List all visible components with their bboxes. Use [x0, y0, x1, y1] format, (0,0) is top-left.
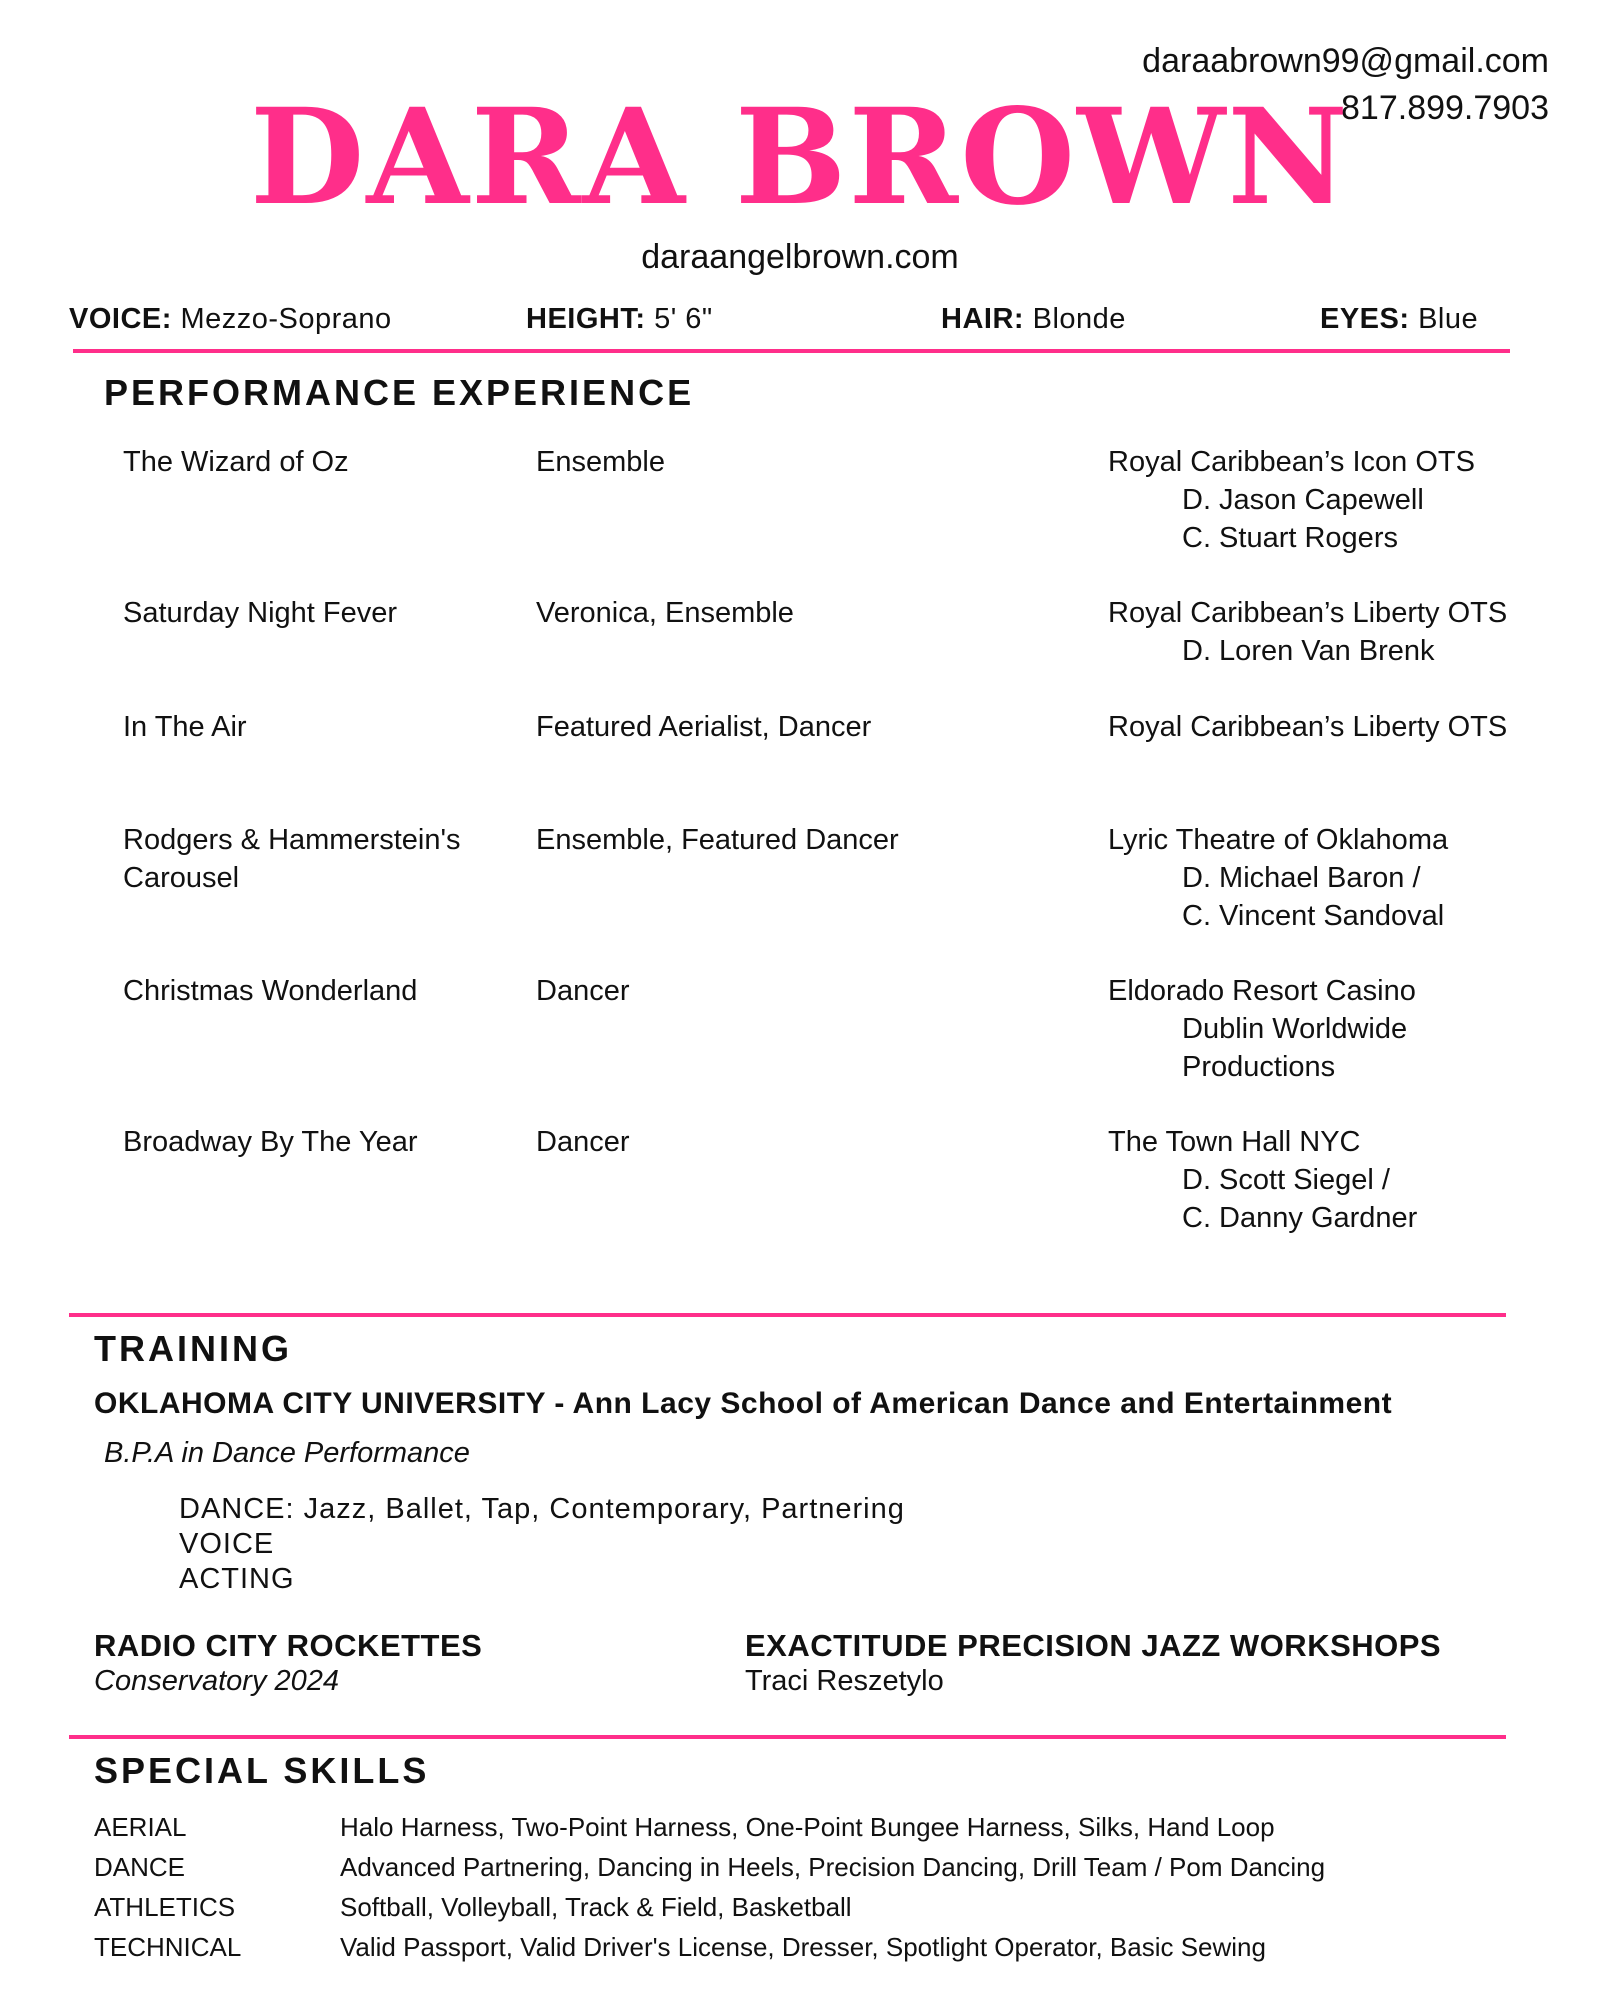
- skill-items: Advanced Partnering, Dancing in Heels, Precision Dancing, Drill Team / Pom Dancing: [340, 1852, 1326, 1882]
- skill-items: Valid Passport, Valid Driver's License, Dresser, Spotlight Operator, Basic Sewing: [340, 1932, 1266, 1962]
- role: Featured Aerialist, Dancer: [536, 711, 872, 743]
- credit-line: Productions: [1182, 1051, 1336, 1083]
- show-title: [123, 443, 349, 481]
- show-title: [123, 708, 247, 746]
- credit-line: D. Jason Capewell: [1182, 484, 1424, 516]
- contact-phone[interactable]: 817.899.7903: [1341, 89, 1549, 127]
- stat-eyes: [1320, 303, 1478, 336]
- stat-hair: [941, 303, 1126, 336]
- venue: The Town Hall NYC: [1108, 1126, 1361, 1158]
- credit-line: C. Danny Gardner: [1182, 1202, 1418, 1234]
- skill-category: TECHNICAL: [94, 1932, 242, 1962]
- role: Veronica, Ensemble: [536, 597, 794, 629]
- credits: [1182, 481, 1424, 557]
- training-area: ACTING: [179, 1563, 295, 1595]
- show-title-line: The Wizard of Oz: [123, 446, 349, 478]
- stat-label: HEIGHT:: [526, 303, 646, 335]
- role: Dancer: [536, 1126, 630, 1158]
- skill-category: ATHLETICS: [94, 1892, 236, 1922]
- section-title-performance: PERFORMANCE EXPERIENCE: [104, 372, 695, 413]
- skill-category: AERIAL: [94, 1812, 187, 1842]
- training-area: VOICE: [179, 1528, 275, 1560]
- show-title: [123, 821, 461, 897]
- show-title-line: In The Air: [123, 711, 247, 743]
- skill-items: Halo Harness, Two-Point Harness, One-Point Bungee Harness, Silks, Hand Loop: [340, 1812, 1275, 1842]
- stat-label: EYES:: [1320, 303, 1410, 335]
- training-extra-detail: Traci Reszetylo: [745, 1665, 944, 1697]
- venue: Eldorado Resort Casino: [1108, 975, 1416, 1007]
- training-extra-title: RADIO CITY ROCKETTES: [94, 1628, 483, 1663]
- credit-line: D. Scott Siegel /: [1182, 1164, 1390, 1196]
- credit-line: D. Michael Baron /: [1182, 862, 1421, 894]
- venue: Royal Caribbean’s Liberty OTS: [1108, 711, 1508, 743]
- show-title-line: Carousel: [123, 862, 240, 894]
- stat-label: HAIR:: [941, 303, 1025, 335]
- stat-value: Blue: [1418, 303, 1479, 335]
- credits: [1182, 1161, 1417, 1237]
- credits: [1182, 632, 1435, 670]
- venue: Lyric Theatre of Oklahoma: [1108, 824, 1449, 856]
- training-areas: [179, 1492, 905, 1597]
- training-area: DANCE: Jazz, Ballet, Tap, Contemporary, Partnering: [179, 1493, 905, 1525]
- skill-category: DANCE: [94, 1852, 186, 1882]
- credits: [1182, 1010, 1407, 1086]
- show-title: [123, 1123, 418, 1161]
- role: Ensemble: [536, 446, 665, 478]
- training-extra-detail: Conservatory 2024: [94, 1665, 340, 1697]
- stat-value: Blonde: [1032, 303, 1126, 335]
- show-title-line: Broadway By The Year: [123, 1126, 418, 1158]
- contact-website[interactable]: daraangelbrown.com: [641, 238, 959, 276]
- stat-value: Mezzo-Soprano: [180, 303, 392, 335]
- show-title: [123, 972, 417, 1010]
- training-school: OKLAHOMA CITY UNIVERSITY - Ann Lacy School of American Dance and Entertainment: [94, 1387, 1393, 1420]
- divider: [69, 1313, 1506, 1317]
- credit-line: C. Vincent Sandoval: [1182, 900, 1445, 932]
- show-title-line: Christmas Wonderland: [123, 975, 418, 1007]
- role: Dancer: [536, 975, 630, 1007]
- credit-line: Dublin Worldwide: [1182, 1013, 1408, 1045]
- section-title-skills: SPECIAL SKILLS: [94, 1750, 430, 1791]
- role: Ensemble, Featured Dancer: [536, 824, 899, 856]
- training-degree: B.P.A in Dance Performance: [104, 1437, 470, 1469]
- stat-label: VOICE:: [69, 303, 172, 335]
- stat-height: [526, 303, 713, 336]
- show-title-line: Saturday Night Fever: [123, 597, 398, 629]
- training-extra-title: EXACTITUDE PRECISION JAZZ WORKSHOPS: [745, 1628, 1442, 1663]
- contact-email[interactable]: daraabrown99@gmail.com: [1142, 42, 1549, 80]
- resume-name: DARA BROWN: [249, 80, 1351, 235]
- stat-voice: [69, 303, 392, 336]
- show-title: [123, 594, 397, 632]
- divider: [69, 1735, 1506, 1739]
- credits: [1182, 859, 1444, 935]
- venue: Royal Caribbean’s Liberty OTS: [1108, 597, 1508, 629]
- section-title-training: TRAINING: [94, 1328, 292, 1369]
- divider: [73, 349, 1510, 353]
- show-title-line: Rodgers & Hammerstein's: [123, 824, 461, 856]
- credit-line: D. Loren Van Brenk: [1182, 635, 1435, 667]
- venue: Royal Caribbean’s Icon OTS: [1108, 446, 1475, 478]
- skill-items: Softball, Volleyball, Track & Field, Basketball: [340, 1892, 852, 1922]
- credit-line: C. Stuart Rogers: [1182, 522, 1398, 554]
- stat-value: 5' 6": [654, 303, 713, 335]
